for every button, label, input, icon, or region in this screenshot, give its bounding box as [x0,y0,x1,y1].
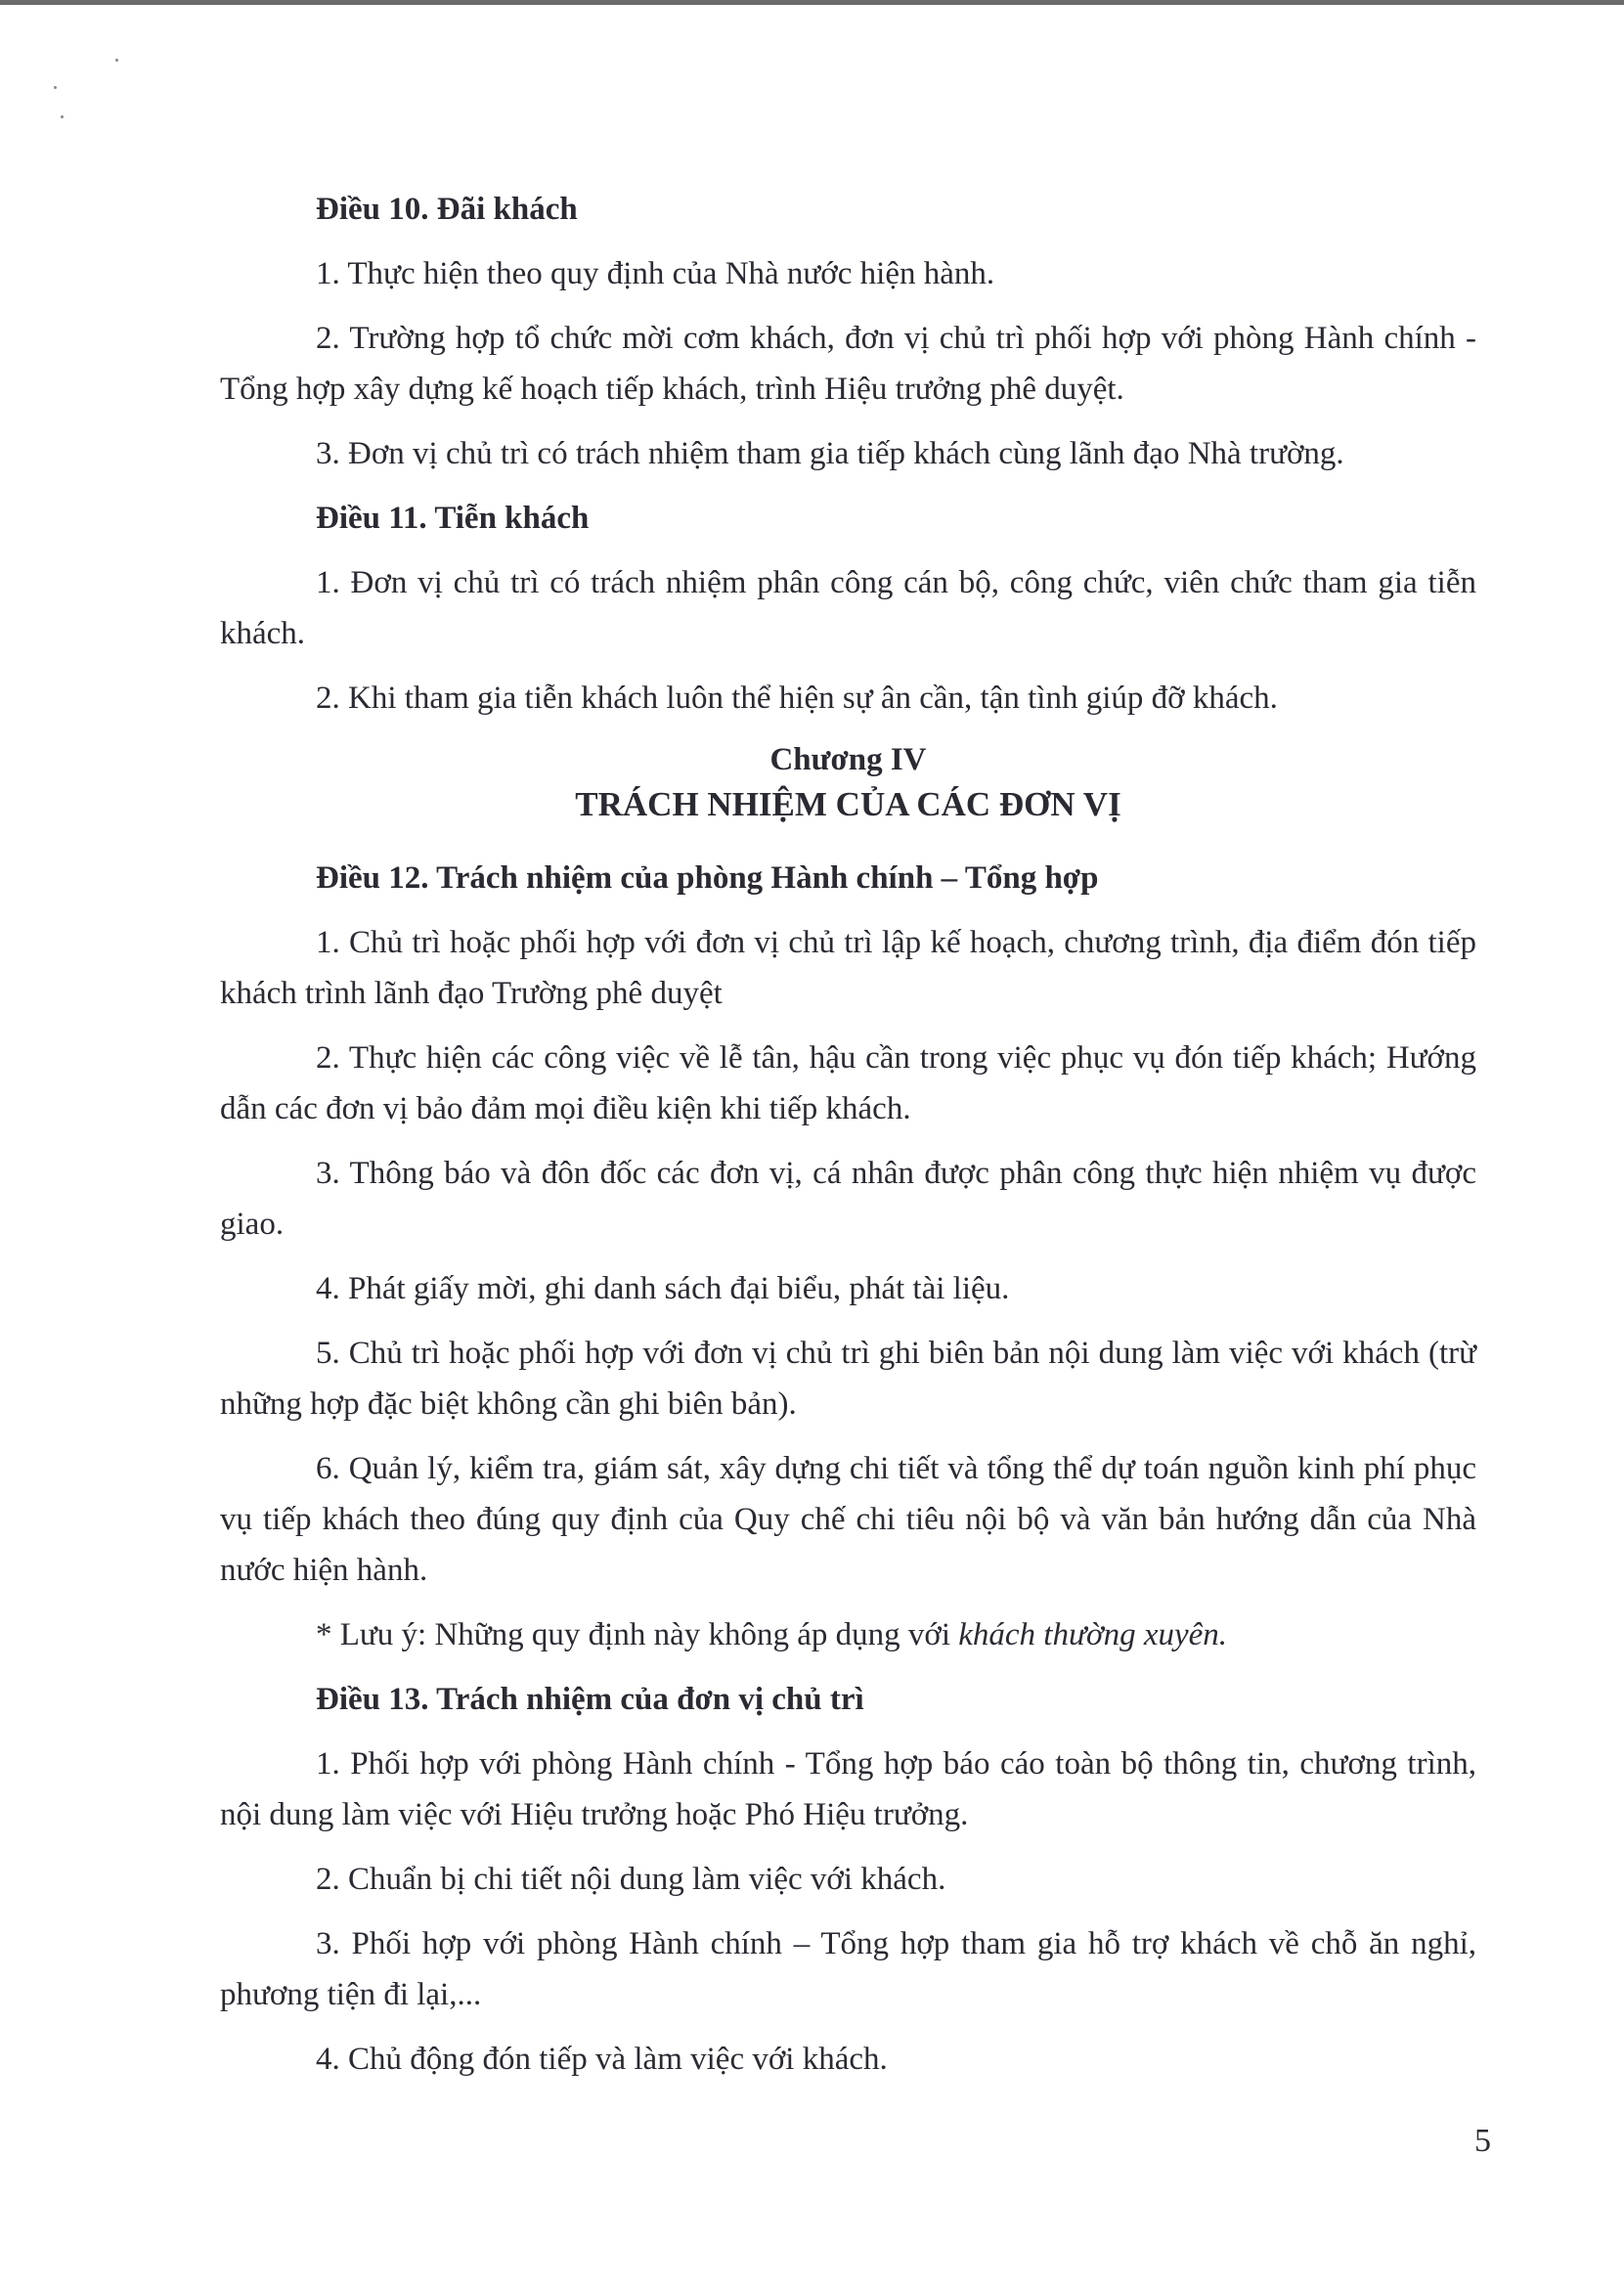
chapter-title: TRÁCH NHIỆM CỦA CÁC ĐƠN VỊ [575,785,1121,823]
article-13-item-1: 1. Phối hợp với phòng Hành chính - Tổng hợp báo cáo toàn bộ thông tin, chương trình, nội dung làm việc với Hiệu trưởng hoặc Phó Hiệu trưởng. [220,1746,1476,1832]
article-12-item-3: 3. Thông báo và đôn đốc các đơn vị, cá nhân được phân công thực hiện nhiệm vụ được giao. [220,1156,1476,1242]
scan-speck [115,59,118,62]
scan-top-edge [0,0,1624,5]
article-12-item-5: 5. Chủ trì hoặc phối hợp với đơn vị chủ trì ghi biên bản nội dung làm việc với khách (trừ những hợp đặc biệt không cần ghi biên bản). [220,1336,1476,1422]
document-page [220,184,1476,2098]
article-11-heading: Điều 11. Tiễn khách [316,501,590,536]
note-text: * Lưu ý: Những quy định này không áp dụng với [316,1617,959,1652]
article-10-heading: Điều 10. Đãi khách [316,192,578,227]
article-12-item-6: 6. Quản lý, kiểm tra, giám sát, xây dựng chi tiết và tổng thể dự toán nguồn kinh phí phục vụ tiếp khách theo đúng quy định của Quy chế chi tiêu nội bộ và văn bản hướng dẫn của Nhà nước hiện hành. [220,1451,1476,1588]
scan-speck [61,115,64,118]
note-emphasis: khách thường xuyên. [958,1617,1228,1652]
chapter-label: Chương IV [769,742,927,777]
article-12-item-2: 2. Thực hiện các công việc về lễ tân, hậu cần trong việc phục vụ đón tiếp khách; Hướng dẫn các đơn vị bảo đảm mọi điều kiện khi tiếp khách. [220,1040,1476,1126]
article-11-item-2: 2. Khi tham gia tiễn khách luôn thể hiện sự ân cần, tận tình giúp đỡ khách. [316,681,1278,716]
article-12-item-4: 4. Phát giấy mời, ghi danh sách đại biểu, phát tài liệu. [316,1271,1010,1306]
scan-speck [54,86,57,89]
article-11-item-1: 1. Đơn vị chủ trì có trách nhiệm phân công cán bộ, công chức, viên chức tham gia tiễn khách. [220,565,1476,651]
article-12-note [220,1609,1476,1660]
article-13-heading: Điều 13. Trách nhiệm của đơn vị chủ trì [316,1682,864,1717]
article-10-item-1: 1. Thực hiện theo quy định của Nhà nước hiện hành. [316,256,995,291]
article-10-item-3: 3. Đơn vị chủ trì có trách nhiệm tham gia tiếp khách cùng lãnh đạo Nhà trường. [316,436,1344,471]
article-10-item-2: 2. Trường hợp tổ chức mời cơm khách, đơn vị chủ trì phối hợp với phòng Hành chính - Tổng hợp xây dựng kế hoạch tiếp khách, trình Hiệu trưởng phê duyệt. [220,321,1476,407]
article-13-item-2: 2. Chuẩn bị chi tiết nội dung làm việc với khách. [316,1862,946,1897]
article-13-item-3: 3. Phối hợp với phòng Hành chính – Tổng hợp tham gia hỗ trợ khách về chỗ ăn nghỉ, phương tiện đi lại,... [220,1926,1476,2012]
article-13-item-4: 4. Chủ động đón tiếp và làm việc với khách. [316,2042,888,2077]
article-12-heading: Điều 12. Trách nhiệm của phòng Hành chính – Tổng hợp [316,860,1099,896]
article-12-item-1: 1. Chủ trì hoặc phối hợp với đơn vị chủ trì lập kế hoạch, chương trình, địa điểm đón tiếp khách trình lãnh đạo Trường phê duyệt [220,925,1476,1011]
page-number: 5 [1474,2123,1491,2159]
